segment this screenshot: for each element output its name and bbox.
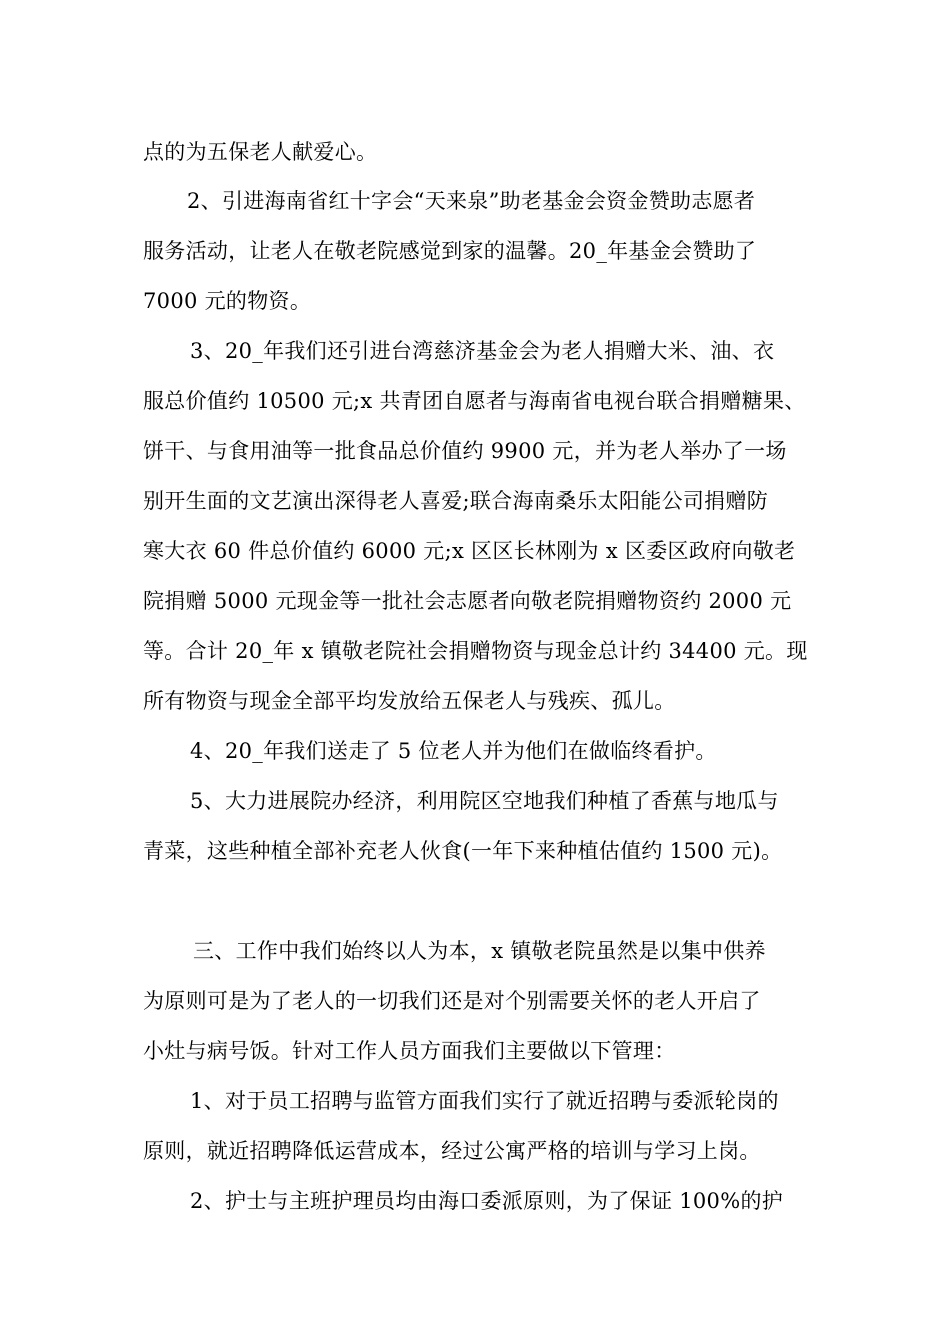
text-line-14: 5、大力进展院办经济，利用院区空地我们种植了香蕉与地瓜与 — [190, 789, 779, 813]
text-line-21: 2、护士与主班护理员均由海口委派原则，为了保证 100%的护 — [190, 1189, 784, 1213]
text-line-1: 点的为五保老人献爱心。 — [143, 140, 378, 164]
text-line-19: 1、对于员工招聘与监管方面我们实行了就近招聘与委派轮岗的 — [190, 1089, 779, 1113]
text-line-7: 饼干、与食用油等一批食品总价值约 9900 元，并为老人举办了一场 — [143, 439, 787, 463]
text-line-2: 2、引进海南省红十字会“天来泉”助老基金会资金赞助志愿者 — [187, 189, 756, 213]
text-line-18: 小灶与病号饭。针对工作人员方面我们主要做以下管理： — [143, 1039, 676, 1063]
text-line-16: 三、工作中我们始终以人为本，x 镇敬老院虽然是以集中供养 — [193, 939, 766, 963]
text-line-11: 等。合计 20_年 x 镇敬老院社会捐赠物资与现金总计约 34400 元。现 — [143, 639, 808, 663]
text-line-8: 别开生面的文艺演出深得老人喜爱;联合海南桑乐太阳能公司捐赠防 — [143, 489, 769, 513]
text-line-9: 寒大衣 60 件总价值约 6000 元;x 区区长林刚为 x 区委区政府向敬老 — [143, 539, 796, 563]
text-line-4: 7000 元的物资。 — [143, 289, 312, 313]
text-line-10: 院捐赠 5000 元现金等一批社会志愿者向敬老院捐赠物资约 2000 元 — [143, 589, 792, 613]
text-line-15: 青菜，这些种植全部补充老人伙食(一年下来种植估值约 1500 元)。 — [143, 839, 783, 863]
text-line-6: 服总价值约 10500 元;x 共青团自愿者与海南省电视台联合捐赠糖果、 — [143, 389, 806, 413]
text-line-13: 4、20_年我们送走了 5 位老人并为他们在做临终看护。 — [190, 739, 717, 763]
text-line-20: 原则，就近招聘降低运营成本，经过公寓严格的培训与学习上岗。 — [143, 1139, 761, 1163]
text-line-3: 服务活动，让老人在敬老院感觉到家的温馨。20_年基金会赞助了 — [143, 239, 757, 263]
text-line-5: 3、20_年我们还引进台湾慈济基金会为老人捐赠大米、油、衣 — [190, 339, 775, 363]
text-line-12: 所有物资与现金全部平均发放给五保老人与残疾、孤儿。 — [143, 689, 676, 713]
text-line-17: 为原则可是为了老人的一切我们还是对个别需要关怀的老人开启了 — [143, 989, 761, 1013]
